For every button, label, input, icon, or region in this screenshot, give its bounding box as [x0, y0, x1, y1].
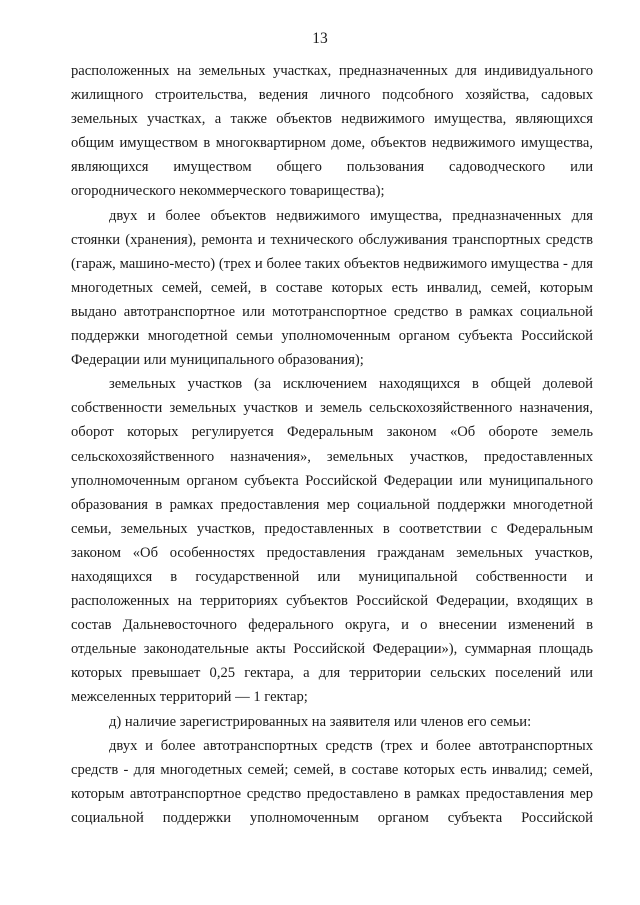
- paragraph-land-plots: земельных участков (за исключением находящихся в общей долевой собственности земельных участков и земель сельскохозяйственного назначения, оборот которых регулируется Федеральным законом «Об обороте земель сельскохозяйственного назначения», земельных участков, предоставленных уполномоченным органом субъекта Российской Федерации или муниципального образования в рамках предоставления мер социальной поддержки многодетной семьи, земельных участков, предоставленных в соответствии с Федеральным законом «Об особенностях предоставления гражданам земельных участков, находящихся в государственной или муниципальной собственности и расположенных на территориях субъектов Российской Федерации, входящих в состав Дальневосточного федерального округа, и о внесении изменений в отдельные законодательные акты Российской Федерации»), суммарная площадь которых превышает 0,25 гектара, а для территории сельских поселений или межселенных территорий — 1 гектар;: [71, 376, 593, 706]
- paragraph-continuation: расположенных на земельных участках, предназначенных для индивидуального жилищного строительства, ведения личного подсобного хозяйства, садовых земельных участках, а также объектов недвижимого имущества, являющихся общим имуществом в многоквартирном доме, объектов недвижимого имущества, являющихся имуществом общего пользования садоводческого или огороднического некоммерческого товарищества);: [71, 63, 593, 200]
- paragraph-vehicles: двух и более автотранспортных средств (трех и более автотранспортных средств - для многодетных семей; семей, в составе которых есть инвалид; семей, которым автотранспортное средство предоставлено в рамках предоставления мер социальной поддержки уполномоченным органом субъекта Российской: [71, 737, 593, 826]
- paragraph-item-d: д) наличие зарегистрированных на заявителя или членов его семьи:: [109, 713, 532, 730]
- document-body: [71, 59, 593, 830]
- paragraph-parking-property: двух и более объектов недвижимого имущества, предназначенных для стоянки (хранения), ремонта и технического обслуживания транспортных средств (гараж, машино-место) (трех и более таких объектов недвижимого имущества - для многодетных семей, семей, в составе которых есть инвалид, семей, которым выдано автотранспортное или мототранспортное средство в рамках социальной поддержки многодетной семьи уполномоченным органом субъекта Российской Федерации или муниципального образования);: [71, 207, 593, 369]
- page-number: 13: [312, 30, 328, 47]
